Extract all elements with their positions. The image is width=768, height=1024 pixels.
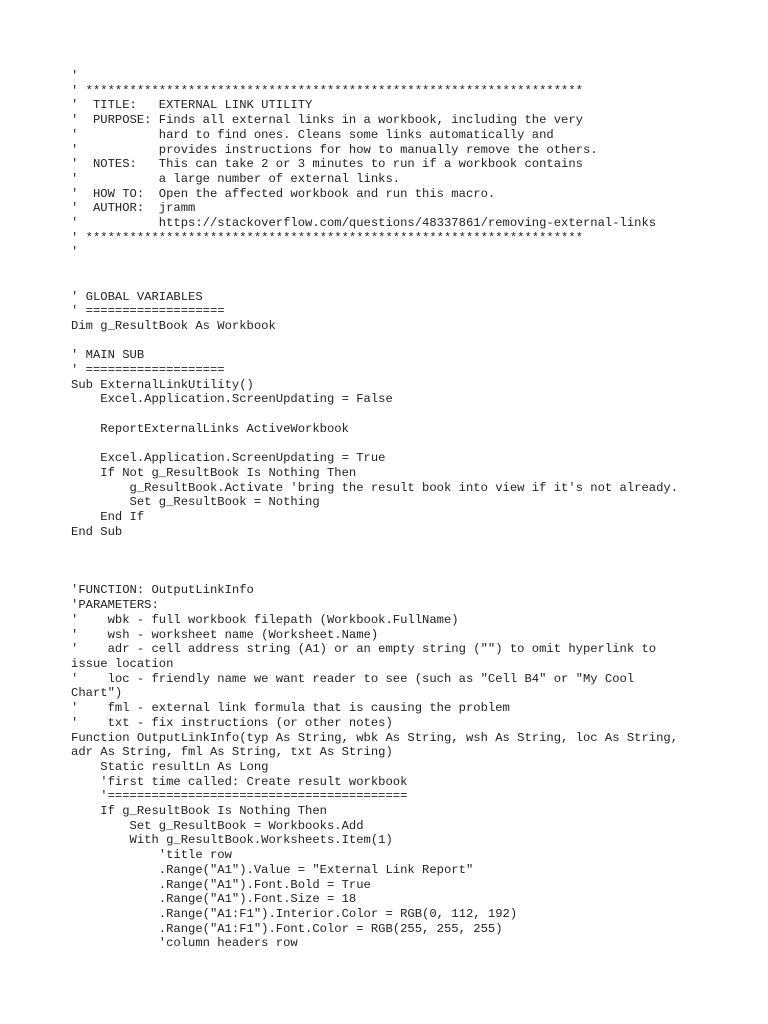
code-line: [71, 437, 761, 452]
code-line: issue location: [71, 657, 174, 671]
code-line: ' AUTHOR: jramm: [71, 201, 196, 216]
code-line: .Range("A1").Font.Size = 18: [71, 892, 357, 907]
code-line: ReportExternalLinks ActiveWorkbook: [71, 421, 349, 436]
code-line: [71, 554, 761, 569]
code-line: ' adr - cell address string (A1) or an empty string ("") to omit hyperlink to: [71, 642, 657, 657]
code-listing: [71, 69, 761, 951]
code-line: 'first time called: Create result workbook: [71, 774, 408, 789]
code-line: End Sub: [71, 524, 123, 539]
code-line: ' ===================: [71, 304, 225, 319]
code-line: [71, 539, 761, 554]
code-line: ' ********************************************************************: [71, 83, 583, 98]
code-line: 'title row: [71, 848, 232, 863]
code-line: ' a large number of external links.: [71, 171, 401, 186]
code-line: [71, 260, 761, 275]
code-line: 'column headers row: [71, 936, 298, 951]
code-line: ' loc - friendly name we want reader to see (such as "Cell B4" or "My Cool: [71, 671, 635, 686]
code-line: ' TITLE: EXTERNAL LINK UTILITY: [71, 98, 313, 113]
code-line: ' https://stackoverflow.com/questions/48337861/removing-external-links: [71, 216, 657, 231]
code-line: .Range("A1").Font.Bold = True: [71, 877, 371, 892]
code-line: Sub ExternalLinkUtility(): [71, 377, 254, 392]
code-line: ' txt - fix instructions (or other notes): [71, 715, 393, 730]
code-line: ': [71, 245, 79, 260]
code-line: ' ********************************************************************: [71, 230, 583, 245]
code-line: ' PURPOSE: Finds all external links in a workbook, including the very: [71, 113, 583, 128]
code-line: End If: [71, 510, 145, 525]
code-line: If Not g_ResultBook Is Nothing Then: [71, 465, 357, 480]
code-line: ' provides instructions for how to manually remove the others.: [71, 142, 598, 157]
code-line: Dim g_ResultBook As Workbook: [71, 318, 276, 333]
code-line: Chart"): [71, 686, 123, 701]
code-line: If g_ResultBook Is Nothing Then: [71, 804, 327, 819]
code-line: With g_ResultBook.Worksheets.Item(1): [71, 833, 393, 848]
code-line: Function OutputLinkInfo(typ As String, wbk As String, wsh As String, loc As String,: [71, 730, 679, 745]
code-line: 'FUNCTION: OutputLinkInfo: [71, 583, 254, 598]
code-line: .Range("A1").Value = "External Link Report": [71, 862, 474, 877]
code-line: ' HOW TO: Open the affected workbook and run this macro.: [71, 186, 496, 201]
code-line: [71, 407, 761, 422]
code-line: ' wbk - full workbook filepath (Workbook.FullName): [71, 612, 459, 627]
code-line: [71, 275, 761, 290]
code-line: adr As String, fml As String, txt As String): [71, 745, 393, 760]
code-line: Static resultLn As Long: [71, 759, 269, 774]
code-line: '=========================================: [71, 789, 408, 804]
code-line: [71, 334, 761, 349]
code-line: [71, 569, 761, 584]
code-line: ' wsh - worksheet name (Worksheet.Name): [71, 627, 379, 642]
code-line: ' GLOBAL VARIABLES: [71, 289, 203, 304]
code-line: ' fml - external link formula that is causing the problem: [71, 701, 510, 716]
code-line: ' ===================: [71, 363, 225, 378]
code-line: .Range("A1:F1").Interior.Color = RGB(0, 112, 192): [71, 906, 518, 921]
code-line: Excel.Application.ScreenUpdating = False: [71, 392, 393, 407]
code-line: Excel.Application.ScreenUpdating = True: [71, 451, 386, 466]
code-line: ' MAIN SUB: [71, 348, 145, 363]
code-line: Set g_ResultBook = Nothing: [71, 495, 320, 510]
code-line: 'PARAMETERS:: [71, 598, 159, 613]
code-line: ': [71, 69, 79, 83]
code-line: ' hard to find ones. Cleans some links automatically and: [71, 127, 554, 142]
code-line: g_ResultBook.Activate 'bring the result book into view if it's not already.: [71, 480, 679, 495]
code-line: ' NOTES: This can take 2 or 3 minutes to run if a workbook contains: [71, 157, 583, 172]
code-line: Set g_ResultBook = Workbooks.Add: [71, 818, 364, 833]
code-line: .Range("A1:F1").Font.Color = RGB(255, 255, 255): [71, 921, 503, 936]
